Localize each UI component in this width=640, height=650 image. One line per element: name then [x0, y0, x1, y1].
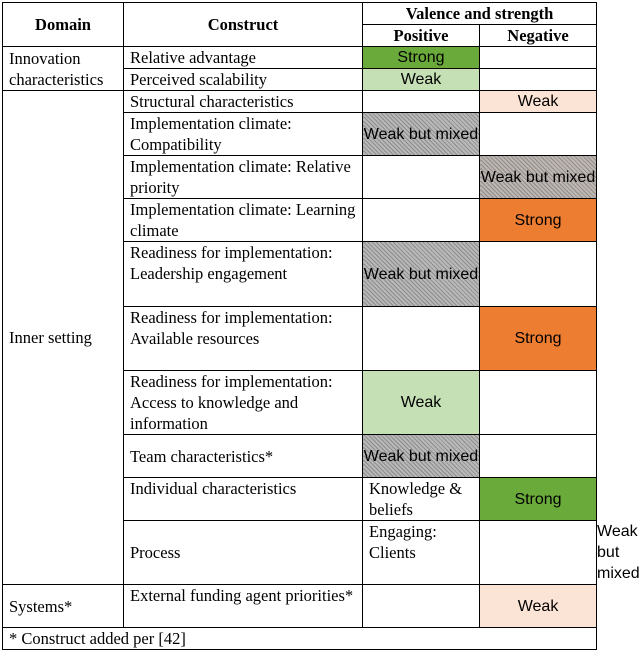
construct-cell: External funding agent priorities* — [124, 585, 363, 628]
header-positive: Positive — [363, 25, 480, 47]
negative-cell: Strong — [480, 199, 597, 242]
positive-cell: Weak but mixed — [363, 435, 480, 478]
domain-inner-setting: Inner setting — [3, 91, 124, 585]
header-negative: Negative — [480, 25, 597, 47]
positive-cell: Strong — [363, 47, 480, 69]
domain-systems: Systems* — [3, 585, 124, 628]
domain-innovation: Innovation characteristics — [3, 47, 124, 91]
negative-cell — [480, 69, 597, 91]
positive-cell — [363, 91, 480, 113]
positive-cell: Strong — [480, 478, 597, 521]
table-footnote: * Construct added per [42] — [3, 628, 597, 650]
construct-cell: Readiness for implementation: Available resources — [124, 307, 363, 371]
construct-cell: Perceived scalability — [124, 69, 363, 91]
negative-cell — [480, 242, 597, 307]
positive-cell — [363, 585, 480, 628]
positive-cell: Weak — [363, 371, 480, 435]
header-valence: Valence and strength — [363, 3, 597, 25]
construct-cell: Readiness for implementation: Access to knowledge and information — [124, 371, 363, 435]
negative-cell — [480, 435, 597, 478]
positive-cell: Weak — [363, 69, 480, 91]
negative-cell: Weak but mixed — [480, 156, 597, 199]
negative-cell — [480, 113, 597, 156]
negative-cell: Weak — [480, 585, 597, 628]
construct-cell: Knowledge & beliefs — [363, 478, 480, 521]
construct-cell: Implementation climate: Relative priority — [124, 156, 363, 199]
positive-cell — [363, 307, 480, 371]
header-construct: Construct — [124, 3, 363, 47]
domain-process: Process — [124, 521, 363, 585]
construct-cell: Implementation climate: Learning climate — [124, 199, 363, 242]
negative-cell — [480, 371, 597, 435]
positive-cell: Weak but mixed — [363, 113, 480, 156]
construct-cell: Structural characteristics — [124, 91, 363, 113]
negative-cell: Strong — [480, 307, 597, 371]
domain-individual: Individual characteristics — [124, 478, 363, 521]
positive-cell — [363, 199, 480, 242]
construct-cell: Team characteristics* — [124, 435, 363, 478]
construct-cell: Readiness for implementation: Leadership engagement — [124, 242, 363, 307]
negative-cell — [480, 47, 597, 69]
construct-cell: Implementation climate: Compatibility — [124, 113, 363, 156]
positive-cell: Weak but mixed — [363, 242, 480, 307]
positive-cell — [480, 521, 597, 585]
positive-cell — [363, 156, 480, 199]
header-domain: Domain — [3, 3, 124, 47]
construct-cell: Relative advantage — [124, 47, 363, 69]
negative-cell: Weak — [480, 91, 597, 113]
construct-cell: Engaging: Clients — [363, 521, 480, 585]
valence-strength-table: Domain Construct Valence and strength Positive Negative Innovation characteristics Relative advantage Strong Perceived scalability Weak Inner setting Structural characteristics Weak Implementation climate: Compatibility Weak but mixed Implementation climate: Relative priority Weak but mixed Implementation climate: Learning climate Strong Readiness for implementation: Leadership engagement Weak but mixed Readiness for implementation: Available resources Strong Readiness for implementation: Access to knowledge and information Weak Team characteristics* Weak but mixed Individual characteristics Knowledge & beliefs Strong Process Engaging: Clients Weak but mixed Systems* External funding agent priorities* Weak * Construct added per [42] — [2, 2, 597, 650]
